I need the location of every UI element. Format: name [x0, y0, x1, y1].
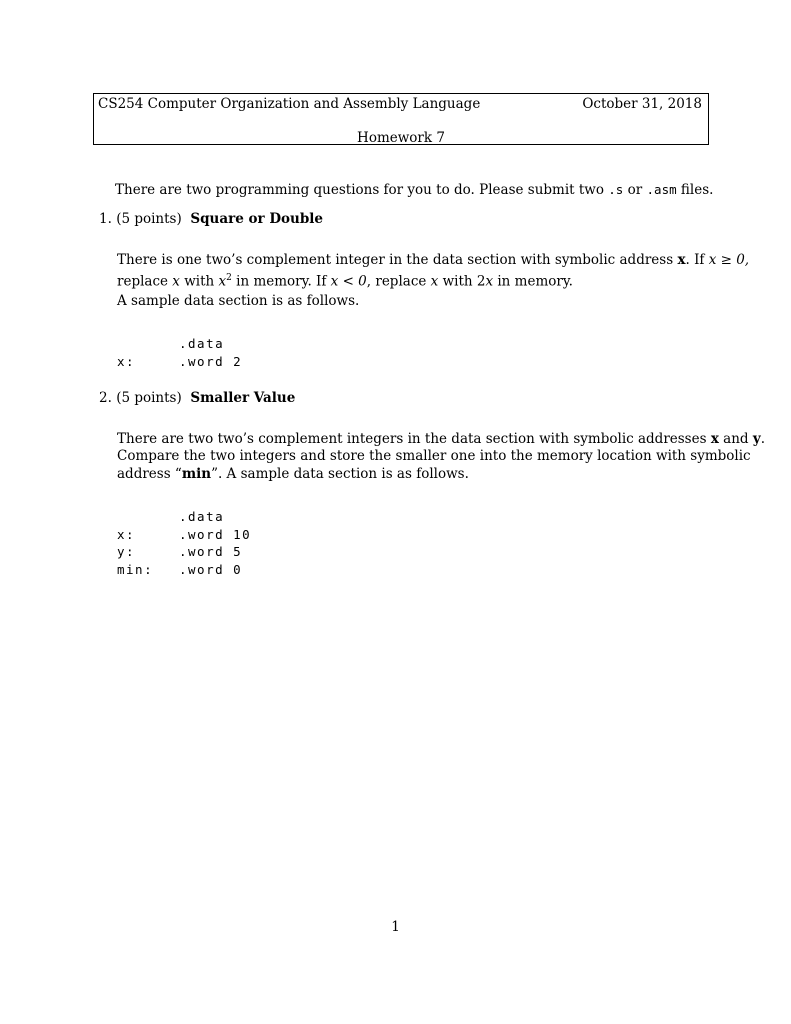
ext-s: .s [608, 182, 624, 197]
q1-line-1: There is one two’s complement integer in the data section with symbolic address x. If x ≥ 0, [117, 252, 750, 268]
q1-line-2: replace x with $x^2$ in memory. If x < 0, replace x with 2x in memory. [117, 273, 573, 290]
ext-asm: .asm [646, 182, 677, 197]
q2-line-3: address “min”. A sample data section is as follows. [117, 466, 469, 482]
header-box [93, 93, 709, 145]
header-date: October 31, 2018 [582, 96, 702, 112]
intro-paragraph: There are two programming questions for you to do. Please submit two .s or .asm files. [115, 182, 714, 198]
page-number: 1 [391, 919, 400, 935]
question-1-heading: 1. (5 points) Square or Double [99, 211, 323, 227]
q1-sample-text: A sample data section is as follows. [117, 293, 360, 309]
course-title: CS254 Computer Organization and Assembly Language [98, 96, 481, 112]
homework-title: Homework 7 [357, 130, 445, 146]
question-2-heading: 2. (5 points) Smaller Value [99, 390, 296, 406]
q2-line-1: There are two two’s complement integers in the data section with symbolic addresses x and y. [117, 431, 766, 447]
question-1-title: Square or Double [190, 211, 323, 227]
q2-line-2: Compare the two integers and store the smaller one into the memory location with symbolic [117, 448, 751, 464]
question-2-title: Smaller Value [190, 390, 296, 406]
